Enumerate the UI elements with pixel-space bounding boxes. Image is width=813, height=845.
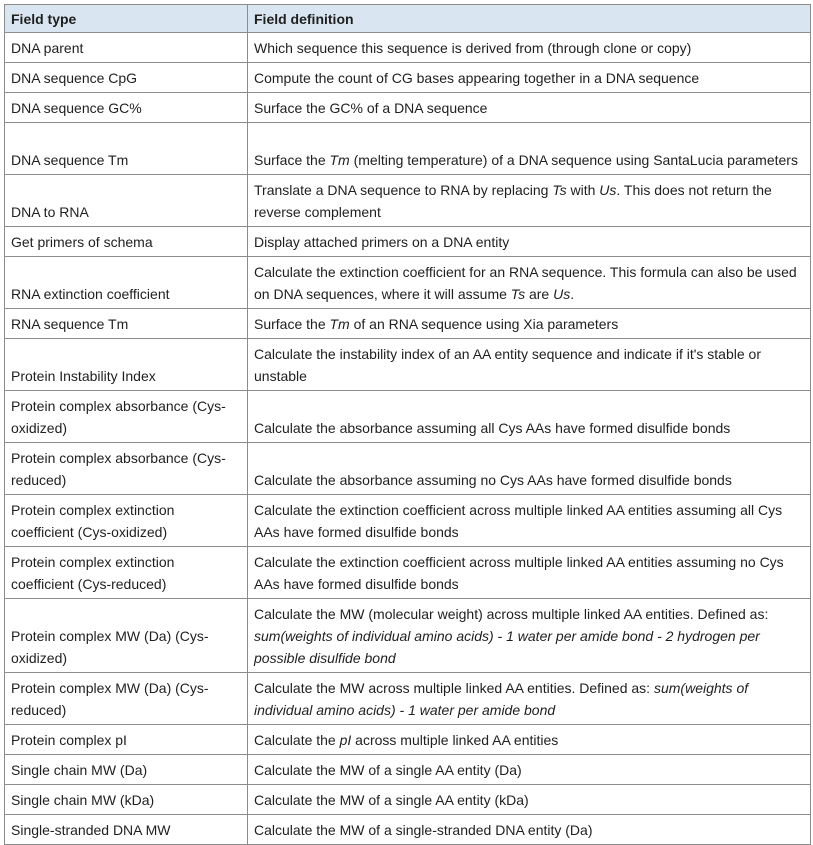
field-definition-cell: Calculate the MW across multiple linked AA entities. Defined as: sum(weights of individual amino acids) - 1 water per amide bond (248, 673, 811, 725)
field-type-cell: DNA sequence Tm (5, 123, 248, 175)
field-definition-cell: Calculate the MW of a single AA entity (Da) (248, 755, 811, 785)
table-row (5, 123, 811, 175)
header-row (5, 5, 811, 33)
field-type-cell: Protein complex MW (Da) (Cys-reduced) (5, 673, 248, 725)
field-definition-cell: Calculate the absorbance assuming all Cys AAs have formed disulfide bonds (248, 391, 811, 443)
table-row (5, 93, 811, 123)
field-type-cell: Protein complex extinction coefficient (Cys-reduced) (5, 547, 248, 599)
field-definition-cell: Surface the GC% of a DNA sequence (248, 93, 811, 123)
field-type-cell: Protein Instability Index (5, 339, 248, 391)
table-row (5, 339, 811, 391)
table-row (5, 785, 811, 815)
field-type-cell: DNA to RNA (5, 175, 248, 227)
header-field-type: Field type (5, 5, 248, 33)
field-type-cell: Get primers of schema (5, 227, 248, 257)
table-row (5, 725, 811, 755)
field-type-cell: Protein complex absorbance (Cys-reduced) (5, 443, 248, 495)
field-definition-cell: Calculate the extinction coefficient across multiple linked AA entities assuming all Cys AAs have formed disulfide bonds (248, 495, 811, 547)
field-type-cell: Single chain MW (kDa) (5, 785, 248, 815)
field-type-cell: Protein complex MW (Da) (Cys-oxidized) (5, 599, 248, 673)
field-definition-cell: Calculate the MW (molecular weight) across multiple linked AA entities. Defined as: sum(weights of individual amino acids) - 1 water per amide bond - 2 hydrogen per possible disulfide bond (248, 599, 811, 673)
field-type-cell: Single-stranded DNA MW (5, 815, 248, 845)
field-definition-cell: Compute the count of CG bases appearing together in a DNA sequence (248, 63, 811, 93)
field-type-cell: Protein complex pI (5, 725, 248, 755)
field-type-cell: Single chain MW (Da) (5, 755, 248, 785)
field-definition-cell: Calculate the absorbance assuming no Cys AAs have formed disulfide bonds (248, 443, 811, 495)
field-definition-cell: Which sequence this sequence is derived from (through clone or copy) (248, 33, 811, 63)
table-row (5, 227, 811, 257)
field-type-cell: Protein complex absorbance (Cys-oxidized) (5, 391, 248, 443)
field-definition-cell: Surface the Tm (melting temperature) of a DNA sequence using SantaLucia parameters (248, 123, 811, 175)
field-definition-cell: Translate a DNA sequence to RNA by replacing Ts with Us. This does not return the reverse complement (248, 175, 811, 227)
field-type-cell: RNA extinction coefficient (5, 257, 248, 309)
table-row (5, 309, 811, 339)
table-row (5, 63, 811, 93)
table-row (5, 391, 811, 443)
table-row (5, 33, 811, 63)
field-type-cell: DNA parent (5, 33, 248, 63)
table-row (5, 443, 811, 495)
table-row (5, 175, 811, 227)
field-definition-cell: Calculate the instability index of an AA entity sequence and indicate if it's stable or unstable (248, 339, 811, 391)
field-type-cell: DNA sequence GC% (5, 93, 248, 123)
table-row (5, 673, 811, 725)
field-definition-cell: Calculate the MW of a single AA entity (kDa) (248, 785, 811, 815)
header-field-definition: Field definition (248, 5, 811, 33)
field-definition-cell: Calculate the extinction coefficient for an RNA sequence. This formula can also be used on DNA sequences, where it will assume Ts are Us. (248, 257, 811, 309)
field-definition-cell: Display attached primers on a DNA entity (248, 227, 811, 257)
table-row (5, 755, 811, 785)
field-definition-cell: Calculate the MW of a single-stranded DNA entity (Da) (248, 815, 811, 845)
field-definition-cell: Calculate the pI across multiple linked AA entities (248, 725, 811, 755)
table-row (5, 815, 811, 845)
field-type-cell: RNA sequence Tm (5, 309, 248, 339)
table-row (5, 599, 811, 673)
field-definition-cell: Surface the Tm of an RNA sequence using Xia parameters (248, 309, 811, 339)
field-type-cell: DNA sequence CpG (5, 63, 248, 93)
table-row (5, 495, 811, 547)
table-row (5, 547, 811, 599)
table-row (5, 257, 811, 309)
field-type-cell: Protein complex extinction coefficient (Cys-oxidized) (5, 495, 248, 547)
field-definition-cell: Calculate the extinction coefficient across multiple linked AA entities assuming no Cys AAs have formed disulfide bonds (248, 547, 811, 599)
field-definitions-table (4, 4, 811, 845)
